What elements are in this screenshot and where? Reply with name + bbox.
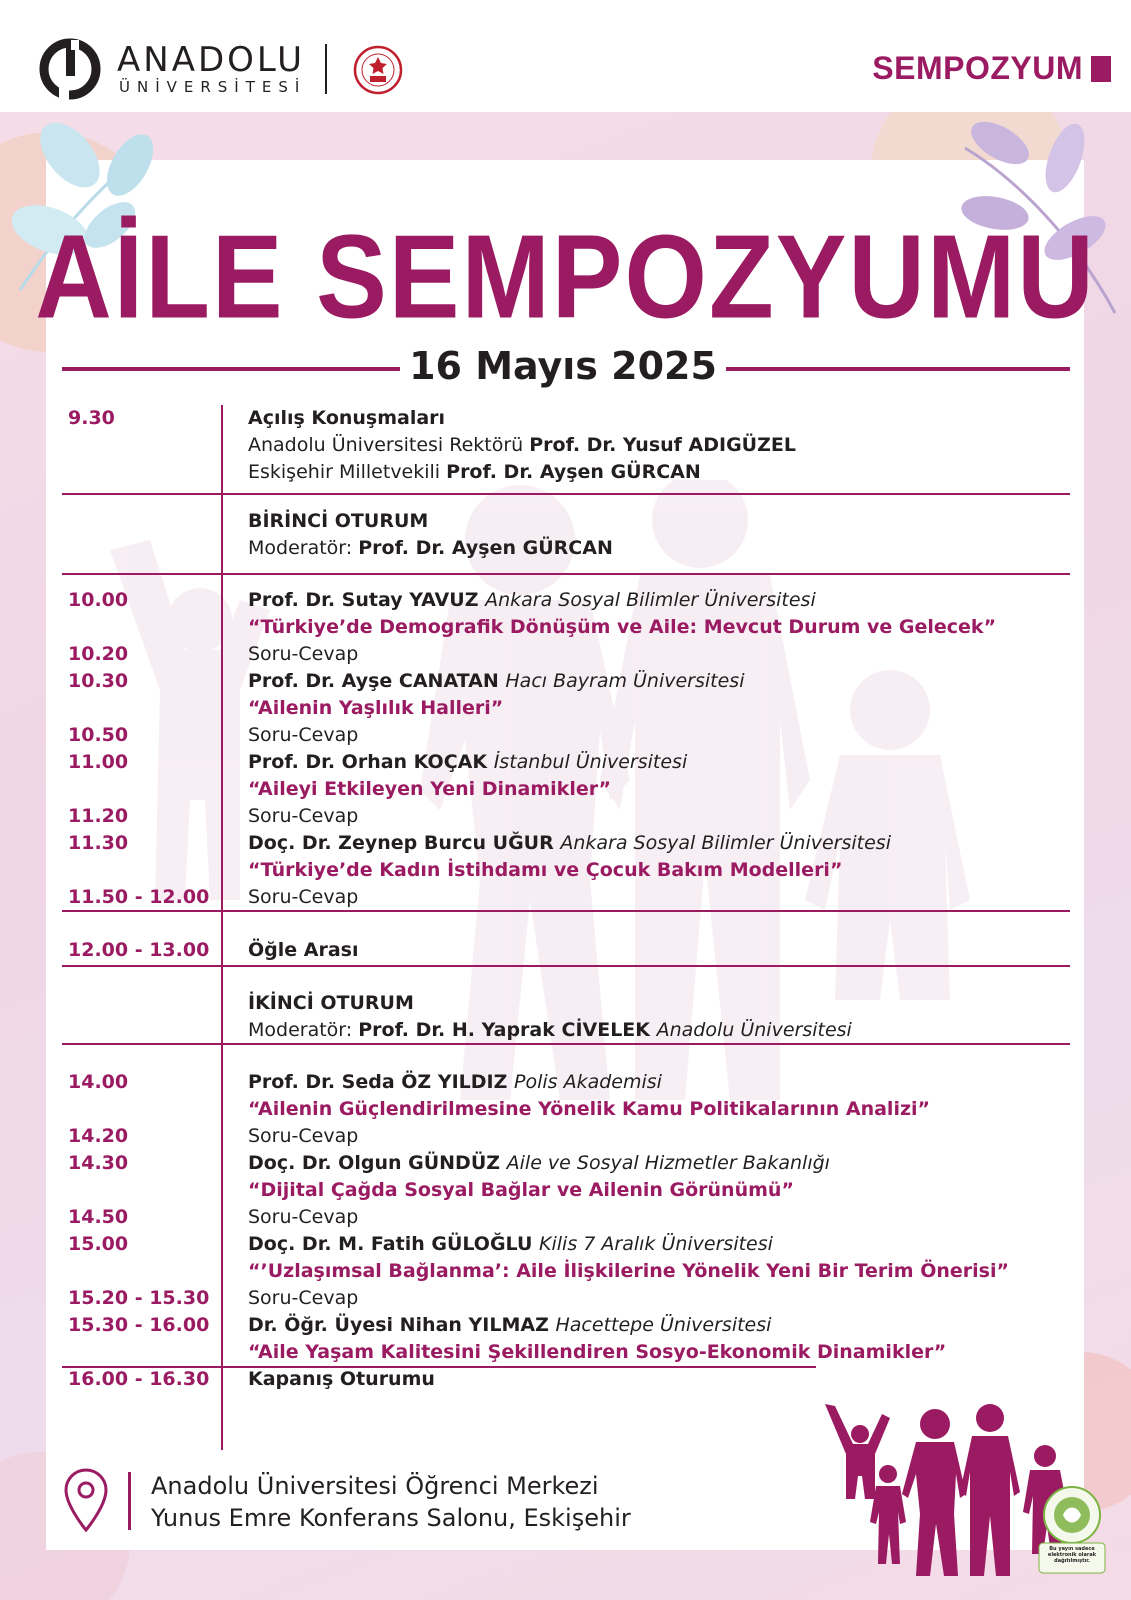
session-time: 10.20 [68, 643, 129, 665]
session-content [248, 508, 613, 562]
session-line [248, 722, 358, 749]
session-time: 14.50 [68, 1206, 129, 1228]
session-time: 14.00 [68, 1071, 129, 1093]
speaker-or-heading: İKİNCİ OTURUM [248, 992, 414, 1014]
session-text: Soru-Cevap [248, 805, 359, 827]
session-content [248, 803, 358, 830]
affiliation: Hacettepe Üniversitesi [555, 1314, 772, 1336]
talk-title: “Dijital Çağda Sosyal Bağlar ve Ailenin Görünümü” [248, 1179, 794, 1201]
talk-title: “Ailenin Güçlendirilmesine Yönelik Kamu Politikalarının Analizi” [248, 1098, 931, 1120]
talk-title: “Ailenin Yaşlılık Halleri” [248, 697, 504, 719]
session-content [248, 668, 744, 722]
speaker-or-heading: Prof. Dr. Ayşe CANATAN [248, 670, 506, 692]
affiliation: Anadolu Üniversitesi [656, 1019, 852, 1041]
page-header [0, 0, 1131, 110]
session-line [248, 1096, 930, 1123]
university-subtitle: ÜNİVERSİTESİ [119, 78, 307, 96]
section-divider [62, 910, 1070, 912]
session-content [248, 1123, 358, 1150]
talk-title: “’Uzlaşımsal Bağlanma’: Aile İlişkilerine Yönelik Yeni Bir Terim Önerisi” [248, 1260, 1009, 1282]
speaker-or-heading: Prof. Dr. Orhan KOÇAK [248, 751, 494, 773]
session-content [248, 830, 891, 884]
tag-label: SEMPOZYUM [872, 50, 1083, 86]
session-content [248, 749, 687, 803]
speaker-or-heading: Prof. Dr. Seda ÖZ YILDIZ [248, 1071, 514, 1093]
session-line [248, 1366, 435, 1393]
session-time: 10.30 [68, 670, 129, 692]
talk-title: “Türkiye’de Demografik Dönüşüm ve Aile: Mevcut Durum ve Gelecek” [248, 616, 997, 638]
session-content [248, 884, 358, 911]
speaker-or-heading: Prof. Dr. Sutay YAVUZ [248, 589, 486, 611]
session-time: 14.30 [68, 1152, 129, 1174]
session-line [248, 1069, 930, 1096]
session-line [248, 803, 358, 830]
session-line [248, 587, 996, 614]
footer-divider [128, 1472, 131, 1530]
venue-line-1: Anadolu Üniversitesi Öğrenci Merkezi [151, 1472, 599, 1500]
section-divider [62, 573, 1070, 575]
session-line [248, 535, 613, 562]
session-line [248, 1123, 358, 1150]
affiliation: Ankara Sosyal Bilimler Üniversitesi [560, 832, 891, 854]
date-rule-right [726, 367, 1070, 371]
anadolu-logo-icon [37, 38, 107, 100]
speaker-or-heading: Açılış Konuşmaları [248, 407, 446, 429]
session-line [248, 1150, 830, 1177]
session-content [248, 1069, 930, 1123]
session-time: 14.20 [68, 1125, 129, 1147]
logo-divider [325, 44, 327, 94]
talk-title: “Aileyi Etkileyen Yeni Dinamikler” [248, 778, 611, 800]
session-line [248, 668, 744, 695]
speaker-or-heading: Prof. Dr. H. Yaprak CİVELEK [358, 1019, 657, 1041]
session-content [248, 1366, 435, 1393]
session-line [248, 432, 796, 459]
session-line [248, 857, 891, 884]
session-time: 10.00 [68, 589, 129, 611]
session-line [248, 776, 687, 803]
session-text: Moderatör: [248, 537, 359, 559]
sempozyum-tag [872, 50, 1111, 87]
speaker-or-heading: BİRİNCİ OTURUM [248, 510, 429, 532]
session-line [248, 614, 996, 641]
session-line [248, 1231, 1009, 1258]
session-line [248, 1339, 946, 1366]
session-text: Soru-Cevap [248, 1206, 359, 1228]
speaker-or-heading: Doç. Dr. Zeynep Burcu UĞUR [248, 832, 561, 854]
session-text: Soru-Cevap [248, 886, 359, 908]
session-time: 15.00 [68, 1233, 129, 1255]
session-content [248, 1150, 830, 1204]
session-content [248, 937, 358, 964]
session-line [248, 1177, 830, 1204]
session-content [248, 722, 358, 749]
session-content [248, 641, 358, 668]
session-line [248, 695, 744, 722]
affiliation: Kilis 7 Aralık Üniversitesi [539, 1233, 773, 1255]
session-line [248, 1258, 1009, 1285]
session-text: Soru-Cevap [248, 643, 359, 665]
speaker-or-heading: Prof. Dr. Ayşen GÜRCAN [446, 461, 701, 483]
session-content [248, 1204, 358, 1231]
session-line [248, 749, 687, 776]
session-text: Eskişehir Milletvekili [248, 461, 447, 483]
session-text: Anadolu Üniversitesi Rektörü [248, 434, 530, 456]
tag-square [1091, 56, 1111, 82]
session-content [248, 587, 996, 641]
session-time: 9.30 [68, 407, 115, 429]
session-time: 11.20 [68, 805, 129, 827]
date-rule-left [62, 367, 400, 371]
session-line [248, 990, 852, 1017]
affiliation: Aile ve Sosyal Hizmetler Bakanlığı [506, 1152, 830, 1174]
speaker-or-heading: Doç. Dr. Olgun GÜNDÜZ [248, 1152, 507, 1174]
affiliation: Hacı Bayram Üniversitesi [505, 670, 745, 692]
affiliation: İstanbul Üniversitesi [493, 751, 688, 773]
talk-title: “Türkiye’de Kadın İstihdamı ve Çocuk Bakım Modelleri” [248, 859, 843, 881]
session-text: Soru-Cevap [248, 724, 359, 746]
session-line [248, 459, 796, 486]
section-divider [62, 965, 1070, 967]
session-line [248, 1312, 946, 1339]
location-pin-icon [62, 1468, 110, 1532]
speaker-or-heading: Doç. Dr. M. Fatih GÜLOĞLU [248, 1233, 540, 1255]
speaker-or-heading: Öğle Arası [248, 939, 359, 961]
venue-line-2: Yunus Emre Konferans Salonu, Eskişehir [151, 1504, 631, 1532]
section-divider [62, 493, 1070, 495]
session-content [248, 990, 852, 1044]
session-text: Soru-Cevap [248, 1287, 359, 1309]
talk-title: “Aile Yaşam Kalitesini Şekillendiren Sosyo-Ekonomik Dinamikler” [248, 1341, 947, 1363]
session-line [248, 1017, 852, 1044]
session-content [248, 1285, 358, 1312]
session-line [248, 508, 613, 535]
speaker-or-heading: Kapanış Oturumu [248, 1368, 435, 1390]
session-text: Soru-Cevap [248, 1125, 359, 1147]
session-time: 15.30 - 16.00 [68, 1314, 210, 1336]
university-name: ANADOLU [117, 40, 306, 80]
session-time: 11.00 [68, 751, 129, 773]
event-date: 16 Mayıs 2025 [409, 344, 717, 388]
page-title: AİLE SEMPOZYUMU [35, 211, 1096, 344]
session-line [248, 1285, 358, 1312]
speaker-or-heading: Dr. Öğr. Üyesi Nihan YILMAZ [248, 1314, 556, 1336]
session-line [248, 405, 796, 432]
session-text: Moderatör: [248, 1019, 359, 1041]
session-time: 16.00 - 16.30 [68, 1368, 210, 1390]
venue-address [151, 1470, 631, 1534]
session-line [248, 884, 358, 911]
session-line [248, 641, 358, 668]
family-year-seal-icon [352, 44, 404, 96]
session-line [248, 937, 358, 964]
affiliation: Ankara Sosyal Bilimler Üniversitesi [485, 589, 816, 611]
session-line [248, 830, 891, 857]
session-content [248, 405, 796, 486]
session-time: 10.50 [68, 724, 129, 746]
time-column-divider [221, 405, 223, 1450]
session-time: 11.50 - 12.00 [68, 886, 210, 908]
badge-caption: Bu yayın sadece elektronik olarak dağıtılmıştır. [1047, 1546, 1097, 1564]
session-content [248, 1231, 1009, 1285]
session-content [248, 1312, 946, 1366]
session-time: 15.20 - 15.30 [68, 1287, 210, 1309]
session-time: 12.00 - 13.00 [68, 939, 210, 961]
session-time: 11.30 [68, 832, 129, 854]
speaker-or-heading: Prof. Dr. Ayşen GÜRCAN [358, 537, 613, 559]
speaker-or-heading: Prof. Dr. Yusuf ADIGÜZEL [529, 434, 796, 456]
affiliation: Polis Akademisi [514, 1071, 662, 1093]
session-line [248, 1204, 358, 1231]
